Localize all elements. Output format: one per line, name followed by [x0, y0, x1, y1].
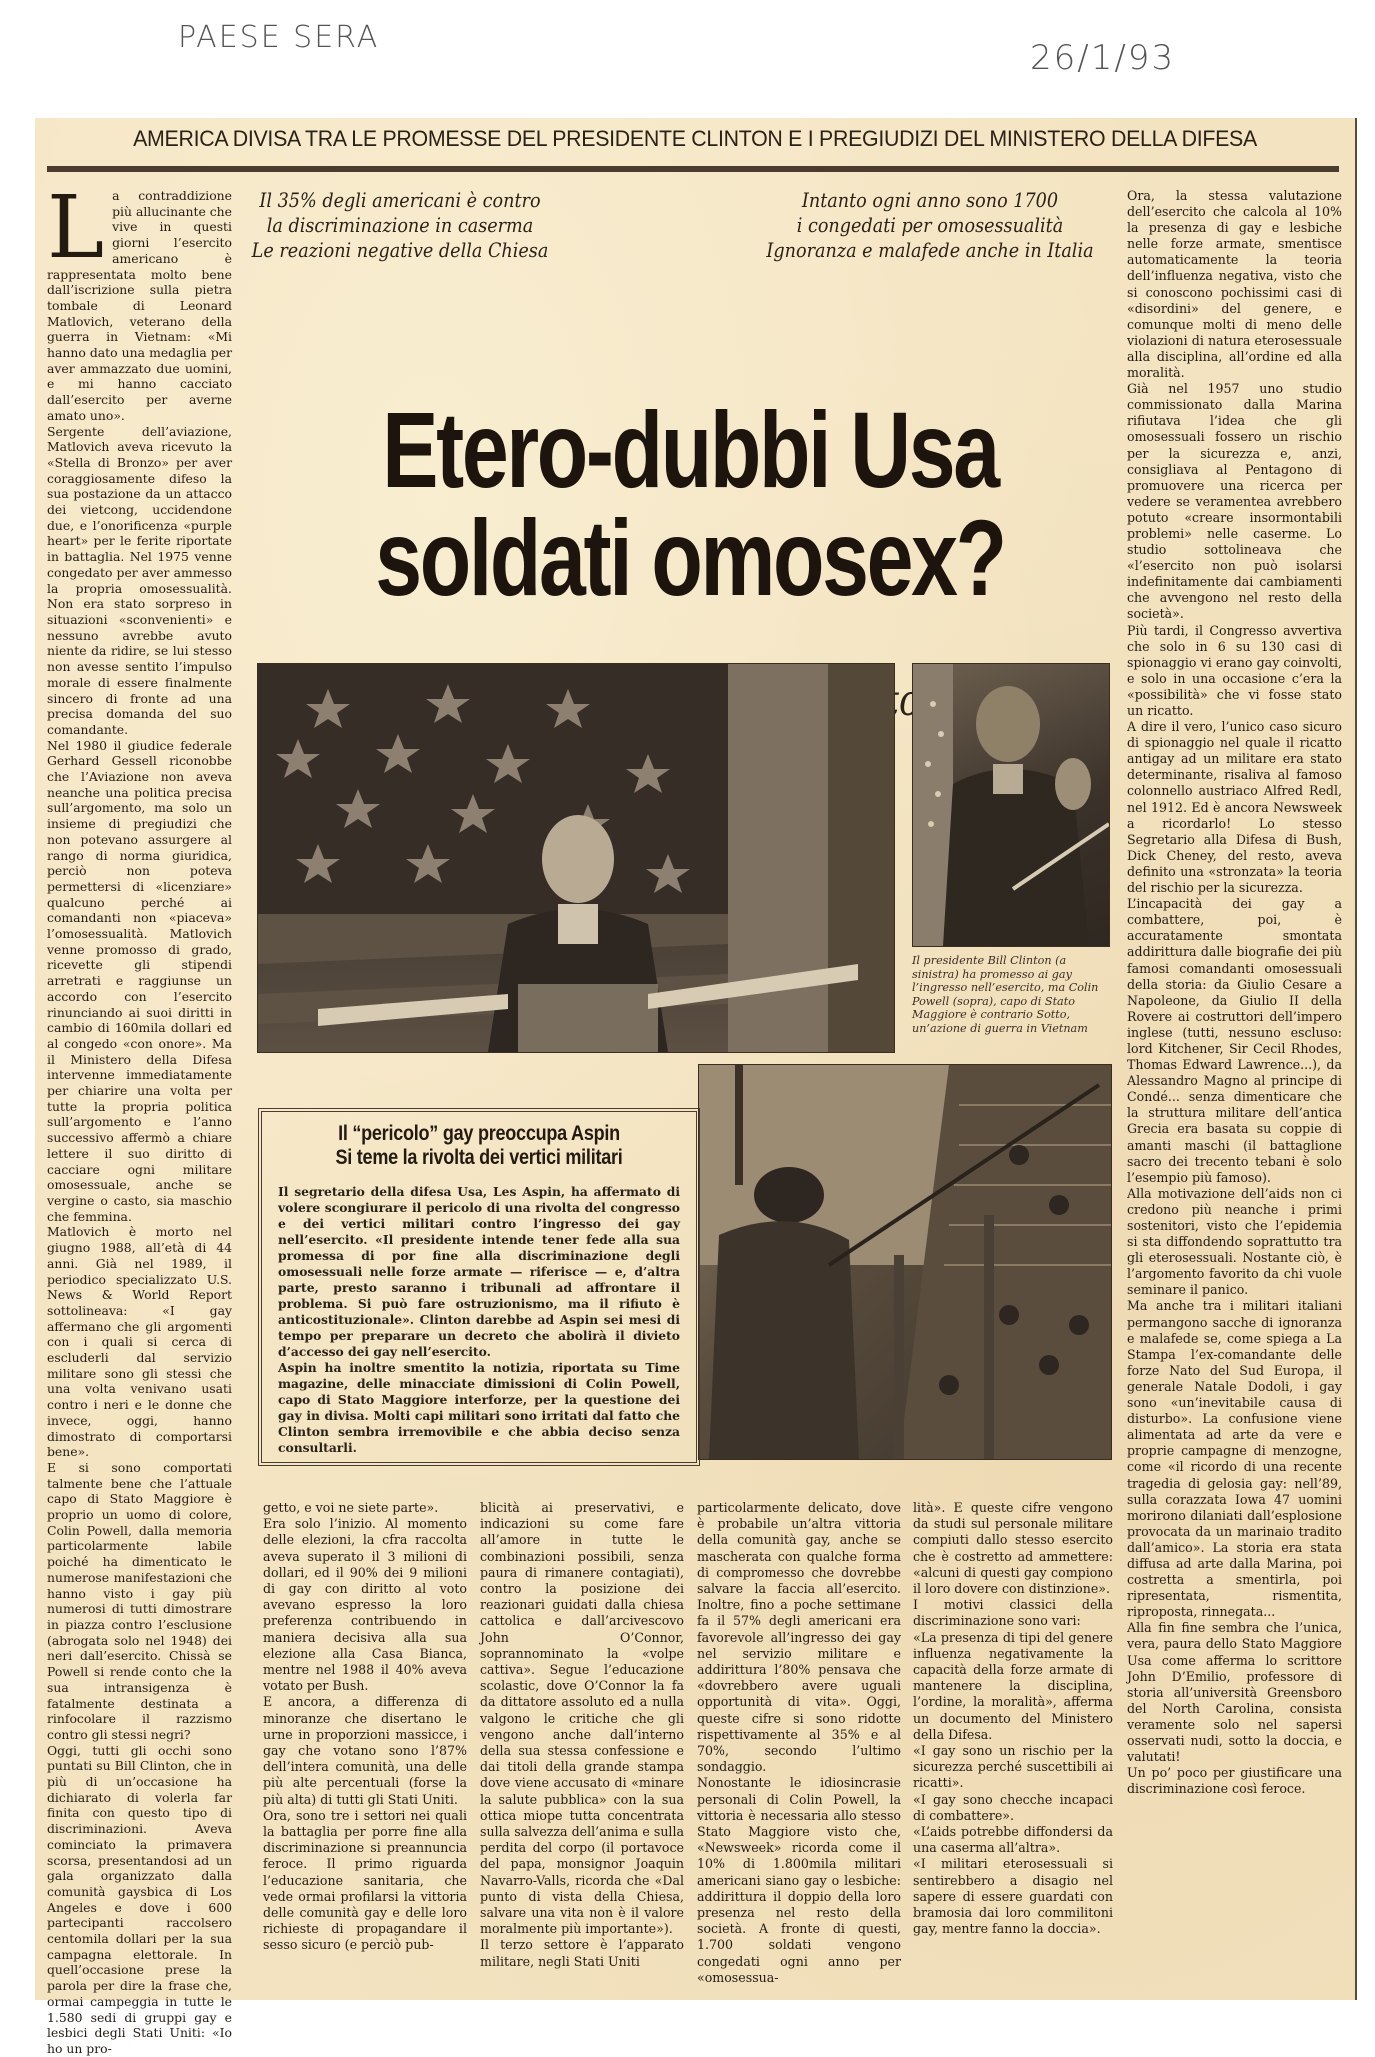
paragraph: «L’aids potrebbe diffondersi da una caserma all’altra».: [913, 1824, 1113, 1856]
sidebar-title-line-2: Si teme la rivolta dei vertici militari: [335, 1146, 623, 1169]
paragraph: Già nel 1957 uno studio commissionato dalla Marina rifiutava l’idea che gli omosessuali fossero un rischio per la sicurezza e, anzi, consigliava al Pentagono di promuovere una ricerca per vedere se veramentea avrebbero potuto «creare insormontabili problemi» nelle caserme. Lo studio sottolineava che «l’esercito non può isolarsi indefinitamente dai cambiamenti che avvengono nel resto della società».: [1127, 381, 1342, 622]
deck-line: la discriminazione in caserma: [266, 213, 534, 237]
paragraph: a contraddizione più allucinante che vive in questi giorni l’esercito americano è rappresentata molto bene dall’iscrizione sulla pietra tombale di Leonard Matlovich, veterano della guerra in Vietnam: «Mi hanno dato una medaglia per aver ammazzato due uomini, e mi hanno cacciato dall’esercito per averne amato uno».: [47, 188, 232, 423]
handwritten-source: PAESE SERA: [178, 20, 380, 55]
kicker: AMERICA DIVISA TRA LE PROMESSE DEL PRESIDENTE CLINTON E I PREGIUDIZI DEL MINISTERO DELLA DIFESA: [133, 126, 1257, 151]
paragraph: Il segretario della difesa Usa, Les Aspin, ha affermato di volere scongiurare il pericolo di una rivolta del congresso e dei vertici militari contro l’ingresso dei gay nell’esercito. «Il presidente intende tener fede alla sua promessa di por fine alla discriminazione degli omosessuali nelle forze armate — riferisce — e, d’altra parte, presto saranno i tribunali ad affrontare il problema. Si può fare ostruzionismo, ma il rifiuto è anticostituzionale». Clinton darebbe ad Aspin sei mesi di tempo per preparare un decreto che abolirà il divieto d’accesso dei gay nell’esercito.: [278, 1184, 680, 1359]
sidebar-title: [292, 1122, 665, 1170]
paragraph: Aspin ha inoltre smentito la notizia, riportata su Time magazine, delle minacciate dimissioni di Colin Powell, capo di Stato Maggiore interforze, per la questione dei gay in divisa. Molti capi militari sono irritati dal fatto che Clinton sembra irremovibile e che abbia deciso senza consultarli.: [278, 1360, 680, 1455]
body-column-4: [697, 1500, 901, 1986]
paragraph: blicità ai preservativi, e indicazioni su come fare all’amore in tutte le combinazioni possibili, senza paura di rimanere contagiati), contro la posizione dei reazionari guidati dalla chiesa cattolica e dall’arcivescovo John O’Connor, soprannominato la «volpe cattiva». Segue l’educazione scolastic, dove O’Connor la fa da dittatore assoluto ed a nulla valgono le critiche che gli vengono anche dall’interno della sua stessa confessione e dai titoli della grande stampa dove viene accusato di «minare la salute pubblica» con la sua ottica miope tutta concentrata sulla salvezza dell’anima e sulla perdita del corpo (il portavoce del papa, monsignor Joaquin Navarro-Valls, ricorda che «Dal punto di vista della Chiesa, salvare una vita non è il valore moralmente più importante»).: [480, 1500, 684, 1937]
paragraph: A dire il vero, l’unico caso sicuro di spionaggio nel quale il ricatto antigay ad un militare era stato determinante, risaliva al famoso colonnello austriaco Alfred Redl, nel 1912. Ed è ancora Newsweek a ricordarlo! Lo stesso Segretario alla Difesa di Bush, Dick Cheney, del resto, aveva definito una «stronzata» la teoria del rischio per la sicurezza.: [1127, 719, 1342, 896]
sidebar-title-line-1: Il “pericolo” gay preoccupa Aspin: [338, 1122, 620, 1145]
paragraph: I motivi classici della discriminazione sono vari:: [913, 1597, 1113, 1629]
deck-line: Ignoranza e malafede anche in Italia: [766, 238, 1094, 262]
paragraph: Oggi, tutti gli occhi sono puntati su Bill Clinton, che in più di un’occasione ha dichiarato di volerla far finita con questo tipo di discriminazioni. Aveva cominciato la primavera scorsa, presentandosi ad un gala organizzato dalla comunità gaysbica di Los Angeles e dove i 600 partecipanti raccolsero centomila dollari per la sua campagna elettorale. In quell’occasione prese la parola per dire la frase che, ormai campeggia in tutte le 1.580 sedi di gruppi gay e lesbici degli Stati Uniti: «Io ho un pro-: [47, 1742, 232, 2056]
paragraph: Ora, sono tre i settori nei quali la battaglia per porre fine alla discriminazione si preannuncia feroce. Il primo riguarda l’educazione sanitaria, che vede ormai profilarsi la vittoria delle comunità gay e delle loro richieste di propagandare il sesso sicuro (e perciò pub-: [263, 1807, 467, 1953]
body-column-5: [913, 1500, 1113, 1937]
paragraph: «La presenza di tipi del genere influenza negativamente la capacità della forze armate di mantenere la disciplina, l’ordine, la moralità», afferma un documento del Ministero della Difesa.: [913, 1629, 1113, 1742]
deck-line: i congedati per omosessualità: [796, 213, 1064, 237]
paragraph: Un po’ poco per giustificare una discriminazione così feroce.: [1127, 1765, 1342, 1797]
drop-cap: L: [47, 178, 105, 278]
photo-powell: [912, 663, 1110, 947]
headline: [347, 389, 1033, 618]
body-column-2: [263, 1500, 467, 1954]
paragraph: lità». E queste cifre vengono da studi sul personale militare compiuti dallo stesso esercito che è costretto ad ammettere: «alcuni di questi gay compiono il loro dovere con distinzione».: [913, 1500, 1113, 1597]
photo-vietnam: [698, 1064, 1112, 1460]
deck-left: [228, 188, 571, 263]
body-column-3: [480, 1500, 684, 1970]
sidebar-box: [258, 1108, 700, 1466]
paragraph: Matlovich è morto nel giugno 1988, all’età di 44 anni. Già nel 1989, il periodico specializzato U.S. News & World Report sottolineava: «I gay affermano che gli argomenti con i quali si cerca di escluderli dal servizio militare sono gli stessi che una volta venivano usati contro i neri e le donne che invece, oggi, hanno dimostrato di comportarsi bene».: [47, 1224, 232, 1460]
photo-clinton: [257, 663, 895, 1053]
paragraph: «I gay sono checche incapaci di combattere».: [913, 1791, 1113, 1823]
handwritten-date: 26/1/93: [1030, 38, 1176, 78]
paragraph: Sergente dell’aviazione, Matlovich aveva ricevuto la «Stella di Bronzo» per aver coraggiosamente difeso la sua postazione da un attacco dei vietcong, uccidendone due, e l’onorificenza «purple heart» per le ferite riportate in battaglia. Nel 1975 venne congedato per aver ammesso la propria omosessualità. Non era stato sorpreso in situazioni «sconvenienti» e nessuno avrebbe avuto niente da ridire, se lui stesso non avesse sentito l’impulso morale di essere finalmente sincero di fronte ad una precisa domanda del suo comandante.: [47, 423, 232, 737]
paragraph: Ma anche tra i militari italiani permangono sacche di ignoranza e malafede se, come spiega a La Stampa l’ex-comandante delle forze Nato del Sud Europa, il generale Natale Dodoli, i gay sono «un’inevitabile causa di disturbo». La confusione viene alimentata ad arte da vere e proprie campagne di menzogne, come «il ricordo di una recente tragedia di gelosia gay: nell’89, sulla corazzata Iowa 47 uomini morirono dilaniati dall’esplosione provocata da un marinaio tradito dall’amico». La storia era stata diffusa ad arte dalla Marina, poi costretta a smentirla, poi ripresentata, rismentita, riproposta, rinnegata...: [1127, 1298, 1342, 1620]
flag-stars-icon: [258, 664, 894, 1052]
paragraph: «I militari eterosessuali si sentirebbero a disagio nel sapere di essere guardati con bramosia dai loro commilitoni gay, mentre fanno la doccia».: [913, 1856, 1113, 1937]
paragraph: Alla motivazione dell’aids non ci credono più neanche i primi sostenitori, visto che l’epidemia si sta diffondendo soprattutto tra gli eterosessuali. Nostante ciò, è l’argomento favorito da chi vuole seminare il panico.: [1127, 1185, 1342, 1298]
headline-line-1: Etero-dubbi Usa: [382, 389, 998, 510]
paragraph: Ora, la stessa valutazione dell’esercito che calcola al 10% la presenza di gay e lesbiche nelle forze armate, smentisce automaticamente la teoria dell’influenza negativa, visto che si conoscono pochissimi casi di «disordini» del genere, e comunque molti di meno delle violazioni di natura eterosessuale alla disciplina, all’ordine ed alla moralità.: [1127, 188, 1342, 381]
body-column-6: [1127, 188, 1342, 1797]
paragraph: getto, e voi ne siete parte».: [263, 1500, 439, 1515]
newspaper-clipping: [35, 118, 1357, 2056]
paragraph: «I gay sono un rischio per la sicurezza perché suscettibili ai ricatti».: [913, 1743, 1113, 1791]
soldiers-scene-icon: [699, 1065, 1111, 1459]
paragraph: Nel 1980 il giudice federale Gerhard Gessell riconobbe che l’Aviazione non aveva neanche una politica precisa sull’argomento, ma solo un insieme di pregiudizi che non potevano assurgere al rango di norma giuridica, perciò non poteva permettersi di «licenziare» qualcuno perché ai comandanti non «piaceva» l’omosessualità. Matlovich venne promosso di grado, ricevette gli stipendi arretrati e raggiunse un accordo con l’esercito rinunciando ai suoi diritti in cambio di 160mila dollari ed al congedo «con onore». Ma il Ministero della Difesa intervenne immediatamente per chiarire una volta per tutte la propria politica sull’argomento e l’anno successivo affermò a chiare lettere il suo diritto di cacciare ogni militare omosessuale, anche se vergine o casto, sia maschio che femmina.: [47, 737, 232, 1224]
deck-line: Le reazioni negative della Chiesa: [251, 238, 549, 262]
deck-line: Il 35% degli americani è contro: [259, 188, 541, 212]
paragraph: particolarmente delicato, dove è probabile un’altra vittoria della comunità gay, anche se mascherata con qualche forma di compromesso che dovrebbe salvare la faccia all’esercito. Inoltre, fino a poche settimane fa il 57% degli americani era favorevole all’ingresso dei gay nel servizio militare e addirittura l’80% pensava che «dovrebbero avere uguali opportunità di vita». Oggi, queste cifre si sono ridotte rispettivamente al 35% e al 70%, secondo l’ultimo sondaggio.: [697, 1500, 901, 1775]
kicker-rule: [47, 166, 1339, 172]
sidebar-body: [278, 1184, 680, 1456]
deck-line: Intanto ogni anno sono 1700: [801, 188, 1059, 212]
photo-caption: Il presidente Bill Clinton (a sinistra) ha promesso ai gay l’ingresso nell’esercito, ma Colin Powell (sopra), capo di Stato Maggiore è contrario Sotto, un’azione di guerra in Vietnam: [912, 954, 1099, 1035]
paragraph: Era solo l’inizio. Al momento delle elezioni, la cfra raccolta aveva superato il 3 milioni di dollari, ed il 90% dei 9 milioni di gay con diritto al voto avevano espresso la loro preferenza contribuendo in maniera decisiva alla sua elezione alla Casa Bianca, mentre nel 1988 il 40% aveva votato per Bush.: [263, 1516, 467, 1694]
deck-right: [741, 188, 1119, 263]
headline-line-2: soldati omosex?: [375, 497, 1005, 618]
paragraph: Più tardi, il Congresso avvertiva che solo in 6 su 130 casi di spionaggio vi erano gay coinvolti, e solo in una occasione c’era la «possibilità» che vi fosse stato un ricatto.: [1127, 622, 1342, 718]
paragraph: Nonostante le idiosincrasie personali di Colin Powell, la vittoria è necessaria allo stesso Stato Maggiore visto che, «Newsweek» ricorda come il 10% di 1.800mila militari americani siano gay o lesbiche: addirittura il doppio della loro presenza nel resto della società. A fronte di questi, 1.700 soldati vengono congedati ogni anno per «omosessua-: [697, 1775, 901, 1985]
paragraph: L’incapacità dei gay a combattere, poi, è accuratamente smontata addirittura dalle biografie dei più famosi comandanti omosessuali della storia: da Giulio Cesare a Napoleone, da Giulio II della Rovere ai costruttori dell’impero inglese (tutti, nessuno escluso: lord Kitchener, Sir Cecil Rhodes, Thomas Edward Lawrence...), da Alessandro Magno al principe di Condé... senza dimenticare che la struttura militare dell’antica Grecia era basata su coppie di amanti maschi (il battaglione sacro dei trecento tebani è solo l’esempio più famoso).: [1127, 896, 1342, 1185]
paragraph: Alla fin fine sembra che l’unica, vera, paura dello Stato Maggiore Usa come afferma lo scrittore John D’Emilio, professore di storia all’università Greensboro del North Carolina, consista veramente solo nel sapersi osservati nudi, sotto la doccia, e valutati!: [1127, 1620, 1342, 1765]
paragraph: E ancora, a differenza di minoranze che disertano le urne in proporzioni massicce, i gay che votano sono l’87% dell’intera comunità, una delle più alte percentuali (forse la più alta) di tutti gli Stati Uniti.: [263, 1694, 467, 1807]
paragraph: Il terzo settore è l’apparato militare, negli Stati Uniti: [480, 1937, 684, 1969]
paragraph: E si sono comportati talmente bene che l’attuale capo di Stato Maggiore è proprio un uomo di colore, Colin Powell, dalla memoria particolarmente labile poiché ha dimenticato le numerose manifestazioni che hanno visto i gay più numerosi di tutti dimostrare in piazza contro l’esclusione (abrogata solo nel 1948) dei neri dall’esercito. Chissà se Powell si rende conto che la sua intransigenza è fatalmente destinata a rinfocolare il razzismo contro gli stessi negri?: [47, 1459, 232, 1742]
body-column-1: [47, 178, 232, 2057]
portrait-silhouette-icon: [913, 664, 1109, 946]
